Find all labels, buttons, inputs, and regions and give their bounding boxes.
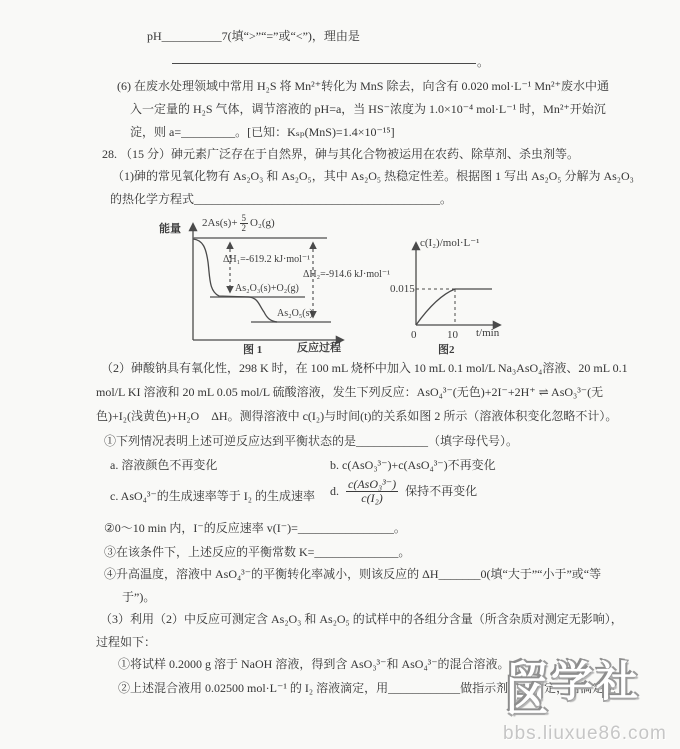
fig1-top-level-post: O₂(g) [250, 217, 275, 230]
q28-sub2: ②0～10 min 内，I⁻的反应速率 v(I⁻)=________________。 [104, 521, 406, 535]
figure-1-energy-diagram [155, 210, 413, 360]
fig1-fraction-denominator: 2 [241, 223, 247, 234]
q28-option-d-denominator: c(I₂) [361, 490, 383, 505]
q28-part2-line3: 色)+I₂(浅黄色)+H₂O ΔH。测得溶液中 c(I₂)与时间(t)的关系如图 2 所示（溶液体积变化忽略不计）。 [96, 409, 618, 423]
fig1-middle-level-label: As₂O₃(s)+O₂(g) [235, 283, 299, 294]
fig1-delta-h2-label: ΔH₂=-914.6 kJ·mol⁻¹ [303, 269, 391, 280]
figure-2-plot [388, 231, 588, 361]
q28-option-d-label: d. [330, 483, 339, 498]
fig1-y-axis-label: 能量 [159, 223, 181, 235]
q28-sub1-stem: ①下列情况表明上述可逆反应达到平衡状态的是____________（填字母代号）。 [104, 434, 519, 448]
q28-sub4-line2: 于”)。 [122, 590, 156, 604]
q28-part3-line2: 过程如下： [96, 635, 157, 649]
q28-part2-line2: mol/L KI 溶液和 20 mL 0.05 mol/L 硫酸溶液，发生下列反应：AsO₄³⁻(无色)+2I⁻+2H⁺ ⇌ AsO₃³⁻(无 [96, 385, 604, 399]
q27-part6-line2: 入一定量的 H₂S 气体，调节溶液的 pH=a，当 HS⁻浓度为 1.0×10⁻⁴ mol·L⁻¹ 时，Mn²⁺开始沉 [130, 102, 606, 116]
q28-option-c: c. AsO₄³⁻的生成速率等于 I₂ 的生成速率 [110, 489, 315, 503]
q28-part1-line1: （1)砷的常见氧化物有 As₂O₃ 和 As₂O₅，其中 As₂O₅ 热稳定性差。根据图 1 写出 As₂O₅ 分解为 As₂O₃ [112, 169, 634, 183]
q28-sub4-line1: ④升高温度，溶液中 AsO₄³⁻的平衡转化率减小，则该反应的 ΔH_______0(填“大于”“小于”或“等 [104, 567, 602, 581]
fig1-bottom-level-label: As₂O₅(s) [277, 308, 313, 319]
watermark-logo: 留学社区 [506, 658, 642, 720]
q27-ph-line: pH__________7(填“>”“=”或“<”)，理由是 [147, 29, 360, 43]
fig2-x-axis-label: t/min [476, 327, 500, 339]
fig2-threshold-value: 0.015 [390, 283, 415, 295]
fig1-x-axis-label: 反应过程 [297, 342, 341, 354]
q27-part6-line1: (6) 在废水处理领域中常用 H₂S 将 Mn²⁺转化为 MnS 除去，向含有 0.020 mol·L⁻¹ Mn²⁺废水中通 [117, 79, 609, 93]
fig1-fraction-numerator: 5 [241, 213, 247, 223]
fig2-tick-10: 10 [447, 329, 458, 341]
q28-header: 28. （15 分）砷元素广泛存在于自然界，砷与其化合物被运用在农药、除草剂、杀虫剂等。 [102, 147, 580, 161]
q28-option-d-fraction [346, 478, 398, 504]
q27-answer-blank [172, 50, 476, 64]
q28-option-d [330, 478, 477, 504]
fig1-top-level-fraction [240, 214, 249, 234]
q28-part3-step2: ②上述混合液用 0.02500 mol·L⁻¹ 的 I₂ 溶液滴定，用____________做指示剂进行滴定，当滴定至 [118, 681, 617, 695]
fig2-y-axis-label: c(I₂)/mol·L⁻¹ [420, 237, 480, 249]
q28-option-d-suffix: 保持不再变化 [405, 483, 478, 498]
fig1-delta-h1-label: ΔH₁=-619.2 kJ·mol⁻¹ [223, 254, 311, 265]
q27-part6-line3: 淀，则 a=_________。[已知：Kₛₚ(MnS)=1.4×10⁻¹⁵] [130, 125, 395, 139]
watermark-url: bbs.liuxue86.com [503, 723, 667, 744]
fig2-concentration-curve [416, 289, 492, 325]
q28-part2-line1: （2）砷酸钠具有氧化性，298 K 时，在 100 mL 烧杯中加入 10 mL 0.1 mol/L Na₃AsO₄溶液、20 mL 0.1 [101, 361, 628, 375]
q28-option-b: b. c(AsO₃³⁻)+c(AsO₄³⁻)不再变化 [330, 458, 496, 472]
fig1-top-level-pre: 2As(s)+ [202, 217, 238, 230]
q28-part3-step1: ①将试样 0.2000 g 溶于 NaOH 溶液，得到含 AsO₃³⁻和 AsO₄³⁻的混合溶液。 [118, 657, 510, 671]
q28-part3-line1: （3）利用（2）中反应可测定含 As₂O₃ 和 As₂O₅ 的试样中的各组分含量（所含杂质对测定无影响）， [100, 612, 623, 626]
q28-sub3: ③在该条件下，上述反应的平衡常数 K=______________。 [104, 545, 411, 559]
q28-option-a: a. 溶液颜色不再变化 [110, 458, 218, 472]
fig2-origin-tick: 0 [411, 329, 417, 341]
fig1-caption: 图 1 [243, 344, 263, 356]
figure-2-concentration-time [388, 231, 588, 361]
fig2-caption: 图2 [438, 344, 455, 356]
q28-part1-line2: 的热化学方程式_________________________________________。 [110, 192, 453, 206]
q28-option-d-numerator: c(AsO₃³⁻) [348, 477, 397, 491]
q27-answer-period: 。 [477, 55, 490, 69]
fig1-top-level-label [202, 214, 275, 234]
